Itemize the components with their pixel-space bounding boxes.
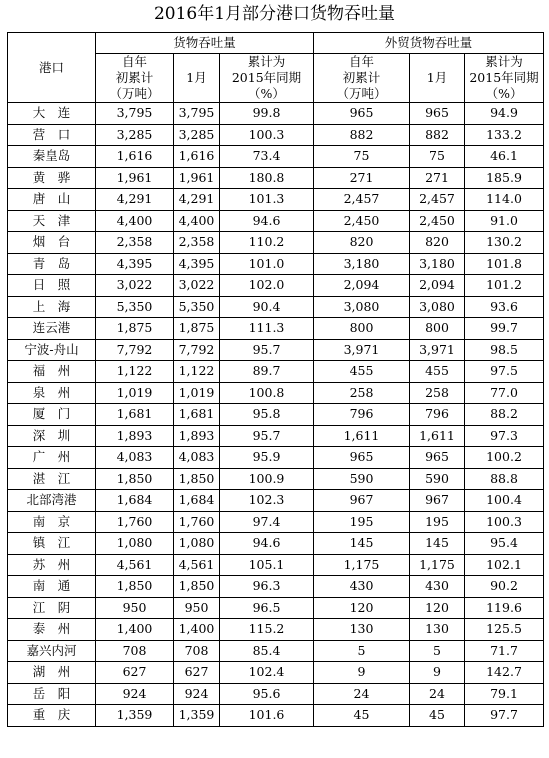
foreign-jan-cell: 455 bbox=[410, 361, 465, 383]
port-name-cell: 大 连 bbox=[8, 103, 96, 125]
cargo-yoy-cell: 110.2 bbox=[220, 232, 314, 254]
cargo-yoy-cell: 101.0 bbox=[220, 253, 314, 275]
header-line: 2015年同期 bbox=[231, 70, 302, 85]
port-name-cell: 北部湾港 bbox=[8, 490, 96, 512]
foreign-ytd-cell: 965 bbox=[314, 103, 410, 125]
cargo-yoy-cell: 95.7 bbox=[220, 339, 314, 361]
cargo-jan-cell: 7,792 bbox=[174, 339, 220, 361]
foreign-yoy-cell: 88.2 bbox=[465, 404, 544, 426]
foreign-ytd-cell: 120 bbox=[314, 597, 410, 619]
cargo-jan-header: 1月 bbox=[174, 54, 220, 103]
foreign-jan-cell: 1,611 bbox=[410, 425, 465, 447]
foreign-group-header: 外贸货物吞吐量 bbox=[314, 33, 544, 54]
foreign-ytd-cell: 882 bbox=[314, 124, 410, 146]
cargo-yoy-header bbox=[220, 54, 314, 103]
foreign-ytd-cell: 5 bbox=[314, 640, 410, 662]
cargo-yoy-cell: 95.9 bbox=[220, 447, 314, 469]
table-row bbox=[8, 640, 544, 662]
port-name-cell: 广 州 bbox=[8, 447, 96, 469]
header-line: （%） bbox=[485, 86, 523, 101]
table-row bbox=[8, 404, 544, 426]
port-name-cell: 厦 门 bbox=[8, 404, 96, 426]
foreign-jan-cell: 965 bbox=[410, 447, 465, 469]
header-line: 累计为 bbox=[485, 54, 523, 69]
foreign-yoy-cell: 101.2 bbox=[465, 275, 544, 297]
cargo-yoy-cell: 99.8 bbox=[220, 103, 314, 125]
port-name-cell: 镇 江 bbox=[8, 533, 96, 555]
cargo-yoy-cell: 101.6 bbox=[220, 705, 314, 727]
header-line: 自年 bbox=[348, 54, 374, 69]
foreign-ytd-cell: 24 bbox=[314, 683, 410, 705]
foreign-yoy-cell: 102.1 bbox=[465, 554, 544, 576]
foreign-ytd-cell: 2,450 bbox=[314, 210, 410, 232]
foreign-yoy-cell: 90.2 bbox=[465, 576, 544, 598]
cargo-jan-cell: 4,395 bbox=[174, 253, 220, 275]
port-name-cell: 重 庆 bbox=[8, 705, 96, 727]
table-row bbox=[8, 683, 544, 705]
foreign-yoy-cell: 79.1 bbox=[465, 683, 544, 705]
table-row bbox=[8, 425, 544, 447]
cargo-jan-cell: 1,080 bbox=[174, 533, 220, 555]
cargo-ytd-cell: 4,395 bbox=[96, 253, 174, 275]
port-name-cell: 岳 阳 bbox=[8, 683, 96, 705]
foreign-ytd-cell: 820 bbox=[314, 232, 410, 254]
foreign-yoy-cell: 185.9 bbox=[465, 167, 544, 189]
cargo-yoy-cell: 94.6 bbox=[220, 533, 314, 555]
cargo-yoy-cell: 89.7 bbox=[220, 361, 314, 383]
foreign-jan-cell: 9 bbox=[410, 662, 465, 684]
port-name-cell: 嘉兴内河 bbox=[8, 640, 96, 662]
table-row bbox=[8, 662, 544, 684]
table-row bbox=[8, 167, 544, 189]
foreign-ytd-cell: 590 bbox=[314, 468, 410, 490]
cargo-ytd-cell: 4,291 bbox=[96, 189, 174, 211]
cargo-ytd-cell: 3,022 bbox=[96, 275, 174, 297]
cargo-ytd-cell: 1,019 bbox=[96, 382, 174, 404]
foreign-jan-cell: 965 bbox=[410, 103, 465, 125]
foreign-jan-cell: 45 bbox=[410, 705, 465, 727]
foreign-jan-header: 1月 bbox=[410, 54, 465, 103]
port-name-cell: 湛 江 bbox=[8, 468, 96, 490]
table-row bbox=[8, 382, 544, 404]
table-row bbox=[8, 210, 544, 232]
foreign-ytd-cell: 796 bbox=[314, 404, 410, 426]
foreign-yoy-cell: 114.0 bbox=[465, 189, 544, 211]
cargo-jan-cell: 1,359 bbox=[174, 705, 220, 727]
header-line: 初累计 bbox=[342, 70, 381, 85]
foreign-ytd-cell: 75 bbox=[314, 146, 410, 168]
foreign-jan-cell: 3,971 bbox=[410, 339, 465, 361]
foreign-yoy-cell: 77.0 bbox=[465, 382, 544, 404]
foreign-jan-cell: 195 bbox=[410, 511, 465, 533]
foreign-ytd-cell: 965 bbox=[314, 447, 410, 469]
cargo-ytd-cell: 1,400 bbox=[96, 619, 174, 641]
table-row bbox=[8, 296, 544, 318]
foreign-yoy-cell: 100.3 bbox=[465, 511, 544, 533]
port-name-cell: 上 海 bbox=[8, 296, 96, 318]
cargo-jan-cell: 3,022 bbox=[174, 275, 220, 297]
cargo-yoy-cell: 111.3 bbox=[220, 318, 314, 340]
foreign-jan-cell: 130 bbox=[410, 619, 465, 641]
port-name-cell: 福 州 bbox=[8, 361, 96, 383]
cargo-group-header: 货物吞吐量 bbox=[96, 33, 314, 54]
foreign-jan-cell: 3,180 bbox=[410, 253, 465, 275]
port-name-cell: 连云港 bbox=[8, 318, 96, 340]
table-row bbox=[8, 232, 544, 254]
port-name-cell: 宁波-舟山 bbox=[8, 339, 96, 361]
port-name-cell: 江 阴 bbox=[8, 597, 96, 619]
foreign-ytd-header bbox=[314, 54, 410, 103]
foreign-yoy-cell: 94.9 bbox=[465, 103, 544, 125]
foreign-jan-cell: 2,094 bbox=[410, 275, 465, 297]
cargo-ytd-cell: 1,684 bbox=[96, 490, 174, 512]
table-body bbox=[8, 103, 544, 727]
table-row bbox=[8, 318, 544, 340]
cargo-ytd-cell: 708 bbox=[96, 640, 174, 662]
port-name-cell: 营 口 bbox=[8, 124, 96, 146]
header-line: 初累计 bbox=[115, 70, 154, 85]
cargo-ytd-cell: 924 bbox=[96, 683, 174, 705]
cargo-ytd-cell: 2,358 bbox=[96, 232, 174, 254]
cargo-yoy-cell: 102.4 bbox=[220, 662, 314, 684]
port-name-cell: 南 京 bbox=[8, 511, 96, 533]
cargo-yoy-cell: 85.4 bbox=[220, 640, 314, 662]
port-throughput-table bbox=[7, 32, 544, 727]
foreign-yoy-cell: 95.4 bbox=[465, 533, 544, 555]
foreign-ytd-cell: 3,971 bbox=[314, 339, 410, 361]
foreign-ytd-cell: 45 bbox=[314, 705, 410, 727]
port-name-cell: 日 照 bbox=[8, 275, 96, 297]
foreign-jan-cell: 271 bbox=[410, 167, 465, 189]
foreign-yoy-cell: 71.7 bbox=[465, 640, 544, 662]
foreign-jan-cell: 590 bbox=[410, 468, 465, 490]
cargo-yoy-cell: 100.9 bbox=[220, 468, 314, 490]
foreign-jan-cell: 1,175 bbox=[410, 554, 465, 576]
cargo-yoy-cell: 102.3 bbox=[220, 490, 314, 512]
table-row bbox=[8, 275, 544, 297]
cargo-jan-cell: 1,850 bbox=[174, 576, 220, 598]
cargo-ytd-cell: 1,893 bbox=[96, 425, 174, 447]
foreign-jan-cell: 145 bbox=[410, 533, 465, 555]
cargo-ytd-cell: 1,616 bbox=[96, 146, 174, 168]
header-line: 自年 bbox=[121, 54, 147, 69]
cargo-jan-cell: 1,616 bbox=[174, 146, 220, 168]
foreign-ytd-cell: 9 bbox=[314, 662, 410, 684]
cargo-jan-cell: 1,875 bbox=[174, 318, 220, 340]
foreign-ytd-cell: 271 bbox=[314, 167, 410, 189]
foreign-jan-cell: 24 bbox=[410, 683, 465, 705]
cargo-jan-cell: 708 bbox=[174, 640, 220, 662]
cargo-jan-cell: 950 bbox=[174, 597, 220, 619]
port-name-cell: 泉 州 bbox=[8, 382, 96, 404]
port-header: 港口 bbox=[8, 33, 96, 103]
foreign-yoy-header bbox=[465, 54, 544, 103]
page-title: 2016年1月部分港口货物吞吐量 bbox=[153, 4, 396, 24]
cargo-ytd-cell: 3,795 bbox=[96, 103, 174, 125]
table-row bbox=[8, 576, 544, 598]
cargo-yoy-cell: 96.5 bbox=[220, 597, 314, 619]
foreign-yoy-cell: 46.1 bbox=[465, 146, 544, 168]
cargo-jan-cell: 1,684 bbox=[174, 490, 220, 512]
foreign-ytd-cell: 430 bbox=[314, 576, 410, 598]
foreign-ytd-cell: 1,175 bbox=[314, 554, 410, 576]
cargo-jan-cell: 4,561 bbox=[174, 554, 220, 576]
cargo-ytd-cell: 3,285 bbox=[96, 124, 174, 146]
cargo-ytd-cell: 950 bbox=[96, 597, 174, 619]
foreign-jan-cell: 3,080 bbox=[410, 296, 465, 318]
table-row bbox=[8, 124, 544, 146]
cargo-ytd-header bbox=[96, 54, 174, 103]
cargo-yoy-cell: 105.1 bbox=[220, 554, 314, 576]
cargo-yoy-cell: 96.3 bbox=[220, 576, 314, 598]
cargo-ytd-cell: 4,561 bbox=[96, 554, 174, 576]
cargo-yoy-cell: 97.4 bbox=[220, 511, 314, 533]
port-name-cell: 天 津 bbox=[8, 210, 96, 232]
foreign-jan-cell: 430 bbox=[410, 576, 465, 598]
foreign-yoy-cell: 101.8 bbox=[465, 253, 544, 275]
cargo-ytd-cell: 1,760 bbox=[96, 511, 174, 533]
table-row bbox=[8, 619, 544, 641]
cargo-jan-cell: 1,850 bbox=[174, 468, 220, 490]
header-line: （万吨） bbox=[336, 86, 387, 101]
foreign-yoy-cell: 91.0 bbox=[465, 210, 544, 232]
foreign-jan-cell: 820 bbox=[410, 232, 465, 254]
cargo-jan-cell: 1,961 bbox=[174, 167, 220, 189]
cargo-yoy-cell: 100.3 bbox=[220, 124, 314, 146]
table-row bbox=[8, 361, 544, 383]
cargo-jan-cell: 5,350 bbox=[174, 296, 220, 318]
foreign-yoy-cell: 100.4 bbox=[465, 490, 544, 512]
cargo-ytd-cell: 7,792 bbox=[96, 339, 174, 361]
foreign-yoy-cell: 98.5 bbox=[465, 339, 544, 361]
port-name-cell: 南 通 bbox=[8, 576, 96, 598]
cargo-jan-cell: 4,400 bbox=[174, 210, 220, 232]
foreign-jan-cell: 258 bbox=[410, 382, 465, 404]
cargo-jan-cell: 1,760 bbox=[174, 511, 220, 533]
cargo-ytd-cell: 4,083 bbox=[96, 447, 174, 469]
foreign-yoy-cell: 97.3 bbox=[465, 425, 544, 447]
foreign-yoy-cell: 88.8 bbox=[465, 468, 544, 490]
port-name-cell: 苏 州 bbox=[8, 554, 96, 576]
table-row bbox=[8, 554, 544, 576]
cargo-ytd-cell: 1,122 bbox=[96, 361, 174, 383]
port-name-cell: 泰 州 bbox=[8, 619, 96, 641]
port-name-cell: 青 岛 bbox=[8, 253, 96, 275]
port-name-cell: 湖 州 bbox=[8, 662, 96, 684]
foreign-yoy-cell: 142.7 bbox=[465, 662, 544, 684]
cargo-yoy-cell: 101.3 bbox=[220, 189, 314, 211]
foreign-ytd-cell: 2,094 bbox=[314, 275, 410, 297]
cargo-ytd-cell: 4,400 bbox=[96, 210, 174, 232]
cargo-yoy-cell: 95.6 bbox=[220, 683, 314, 705]
cargo-yoy-cell: 100.8 bbox=[220, 382, 314, 404]
foreign-ytd-cell: 2,457 bbox=[314, 189, 410, 211]
cargo-ytd-cell: 5,350 bbox=[96, 296, 174, 318]
cargo-jan-cell: 2,358 bbox=[174, 232, 220, 254]
foreign-yoy-cell: 97.7 bbox=[465, 705, 544, 727]
foreign-jan-cell: 967 bbox=[410, 490, 465, 512]
header-line: （万吨） bbox=[109, 86, 160, 101]
foreign-yoy-cell: 125.5 bbox=[465, 619, 544, 641]
foreign-jan-cell: 75 bbox=[410, 146, 465, 168]
cargo-ytd-cell: 627 bbox=[96, 662, 174, 684]
cargo-jan-cell: 1,122 bbox=[174, 361, 220, 383]
cargo-yoy-cell: 95.8 bbox=[220, 404, 314, 426]
foreign-yoy-cell: 100.2 bbox=[465, 447, 544, 469]
foreign-ytd-cell: 130 bbox=[314, 619, 410, 641]
cargo-ytd-cell: 1,961 bbox=[96, 167, 174, 189]
cargo-yoy-cell: 95.7 bbox=[220, 425, 314, 447]
foreign-jan-cell: 800 bbox=[410, 318, 465, 340]
cargo-ytd-cell: 1,080 bbox=[96, 533, 174, 555]
port-name-cell: 秦皇岛 bbox=[8, 146, 96, 168]
table-row bbox=[8, 511, 544, 533]
table-row bbox=[8, 339, 544, 361]
cargo-jan-cell: 3,285 bbox=[174, 124, 220, 146]
foreign-jan-cell: 796 bbox=[410, 404, 465, 426]
cargo-yoy-cell: 102.0 bbox=[220, 275, 314, 297]
table-row bbox=[8, 533, 544, 555]
table-row bbox=[8, 253, 544, 275]
foreign-jan-cell: 120 bbox=[410, 597, 465, 619]
cargo-jan-cell: 1,400 bbox=[174, 619, 220, 641]
foreign-yoy-cell: 93.6 bbox=[465, 296, 544, 318]
cargo-ytd-cell: 1,850 bbox=[96, 576, 174, 598]
cargo-jan-cell: 1,893 bbox=[174, 425, 220, 447]
cargo-jan-cell: 4,083 bbox=[174, 447, 220, 469]
foreign-jan-cell: 882 bbox=[410, 124, 465, 146]
foreign-ytd-cell: 455 bbox=[314, 361, 410, 383]
table-row bbox=[8, 146, 544, 168]
foreign-yoy-cell: 119.6 bbox=[465, 597, 544, 619]
cargo-jan-cell: 627 bbox=[174, 662, 220, 684]
foreign-ytd-cell: 3,180 bbox=[314, 253, 410, 275]
foreign-ytd-cell: 967 bbox=[314, 490, 410, 512]
foreign-ytd-cell: 800 bbox=[314, 318, 410, 340]
foreign-yoy-cell: 97.5 bbox=[465, 361, 544, 383]
cargo-yoy-cell: 90.4 bbox=[220, 296, 314, 318]
foreign-jan-cell: 2,457 bbox=[410, 189, 465, 211]
cargo-ytd-cell: 1,681 bbox=[96, 404, 174, 426]
cargo-yoy-cell: 180.8 bbox=[220, 167, 314, 189]
port-name-cell: 烟 台 bbox=[8, 232, 96, 254]
table-row bbox=[8, 103, 544, 125]
cargo-jan-cell: 1,019 bbox=[174, 382, 220, 404]
foreign-jan-cell: 2,450 bbox=[410, 210, 465, 232]
foreign-ytd-cell: 195 bbox=[314, 511, 410, 533]
cargo-jan-cell: 924 bbox=[174, 683, 220, 705]
port-name-cell: 黄 骅 bbox=[8, 167, 96, 189]
table-row bbox=[8, 490, 544, 512]
cargo-jan-cell: 1,681 bbox=[174, 404, 220, 426]
header-line: 2015年同期 bbox=[469, 70, 539, 85]
cargo-ytd-cell: 1,875 bbox=[96, 318, 174, 340]
foreign-ytd-cell: 1,611 bbox=[314, 425, 410, 447]
header-line: （%） bbox=[248, 86, 285, 101]
foreign-ytd-cell: 258 bbox=[314, 382, 410, 404]
cargo-yoy-cell: 73.4 bbox=[220, 146, 314, 168]
header-line: 累计为 bbox=[247, 54, 286, 69]
table-row bbox=[8, 189, 544, 211]
foreign-ytd-cell: 3,080 bbox=[314, 296, 410, 318]
cargo-jan-cell: 3,795 bbox=[174, 103, 220, 125]
cargo-yoy-cell: 115.2 bbox=[220, 619, 314, 641]
foreign-yoy-cell: 130.2 bbox=[465, 232, 544, 254]
foreign-jan-cell: 5 bbox=[410, 640, 465, 662]
table-row bbox=[8, 468, 544, 490]
cargo-ytd-cell: 1,850 bbox=[96, 468, 174, 490]
table-row bbox=[8, 597, 544, 619]
cargo-jan-cell: 4,291 bbox=[174, 189, 220, 211]
foreign-yoy-cell: 99.7 bbox=[465, 318, 544, 340]
foreign-yoy-cell: 133.2 bbox=[465, 124, 544, 146]
table-row bbox=[8, 705, 544, 727]
cargo-ytd-cell: 1,359 bbox=[96, 705, 174, 727]
port-name-cell: 深 圳 bbox=[8, 425, 96, 447]
port-name-cell: 唐 山 bbox=[8, 189, 96, 211]
foreign-ytd-cell: 145 bbox=[314, 533, 410, 555]
cargo-yoy-cell: 94.6 bbox=[220, 210, 314, 232]
table-row bbox=[8, 447, 544, 469]
